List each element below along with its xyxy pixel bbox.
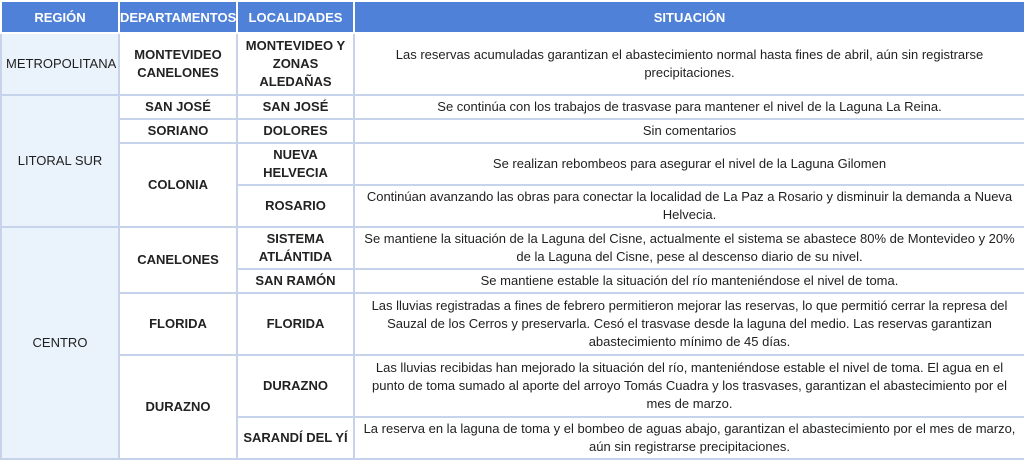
situacion-cell: Se continúa con los trabajos de trasvase para mantener el nivel de la Laguna La Reina. [354, 95, 1024, 119]
departamento-cell: CANELONES [119, 227, 237, 293]
localidad-cell: SARANDÍ DEL YÍ [237, 417, 354, 459]
table-row [1, 95, 1024, 119]
situacion-cell: Las lluvias registradas a fines de febrero permitieron mejorar las reservas, lo que permitió cerrar la represa del Sauzal de los Cerros y preservarla. Cesó el trasvase desde la laguna del medio. Las reservas garantizan abastecimiento mínimo de 45 días. [354, 293, 1024, 355]
localidad-cell: SISTEMA ATLÁNTIDA [237, 227, 354, 269]
departamento-cell: DURAZNO [119, 355, 237, 459]
situacion-cell: Sin comentarios [354, 119, 1024, 143]
situacion-cell: La reserva en la laguna de toma y el bombeo de aguas abajo, garantizan el abastecimiento por el mes de marzo, aún sin registrarse precipitaciones. [354, 417, 1024, 459]
table-row [1, 293, 1024, 355]
departamento-cell: FLORIDA [119, 293, 237, 355]
header-situacion: SITUACIÓN [354, 1, 1024, 33]
localidad-cell: SAN JOSÉ [237, 95, 354, 119]
table-row [1, 355, 1024, 417]
header-row [1, 1, 1024, 33]
header-region: REGIÓN [1, 1, 119, 33]
table-row [1, 33, 1024, 95]
localidad-cell: DURAZNO [237, 355, 354, 417]
header-departamentos: DEPARTAMENTOS [119, 1, 237, 33]
table-row [1, 119, 1024, 143]
header-localidades: LOCALIDADES [237, 1, 354, 33]
localidad-cell: FLORIDA [237, 293, 354, 355]
region-cell-litoral-sur: LITORAL SUR [1, 95, 119, 227]
table-row [1, 227, 1024, 269]
departamento-cell: SAN JOSÉ [119, 95, 237, 119]
situacion-cell: Se mantiene estable la situación del río manteniéndose el nivel de toma. [354, 269, 1024, 293]
region-cell-metropolitana: METROPOLITANA [1, 33, 119, 95]
situacion-cell: Las lluvias recibidas han mejorado la situación del río, manteniéndose estable el nivel de toma. El agua en el punto de toma sumado al aporte del arroyo Tomás Cuadra y los trasvases, garantizan el abastecimiento por el mes de marzo. [354, 355, 1024, 417]
departamento-cell: MONTEVIDEO CANELONES [119, 33, 237, 95]
region-cell-centro: CENTRO [1, 227, 119, 459]
departamento-cell: COLONIA [119, 143, 237, 227]
localidad-cell: NUEVA HELVECIA [237, 143, 354, 185]
localidad-cell: ROSARIO [237, 185, 354, 227]
situacion-cell: Se mantiene la situación de la Laguna del Cisne, actualmente el sistema se abastece 80% de Montevideo y 20% de la Laguna del Cisne, pese al descenso diario de su nivel. [354, 227, 1024, 269]
localidad-cell: SAN RAMÓN [237, 269, 354, 293]
situacion-cell: Continúan avanzando las obras para conectar la localidad de La Paz a Rosario y disminuir la demanda a Nueva Helvecia. [354, 185, 1024, 227]
localidad-cell: DOLORES [237, 119, 354, 143]
table-row [1, 143, 1024, 185]
departamento-cell: SORIANO [119, 119, 237, 143]
localidad-cell: MONTEVIDEO Y ZONAS ALEDAÑAS [237, 33, 354, 95]
situacion-cell: Se realizan rebombeos para asegurar el nivel de la Laguna Gilomen [354, 143, 1024, 185]
situacion-cell: Las reservas acumuladas garantizan el abastecimiento normal hasta fines de abril, aún sin registrarse precipitaciones. [354, 33, 1024, 95]
